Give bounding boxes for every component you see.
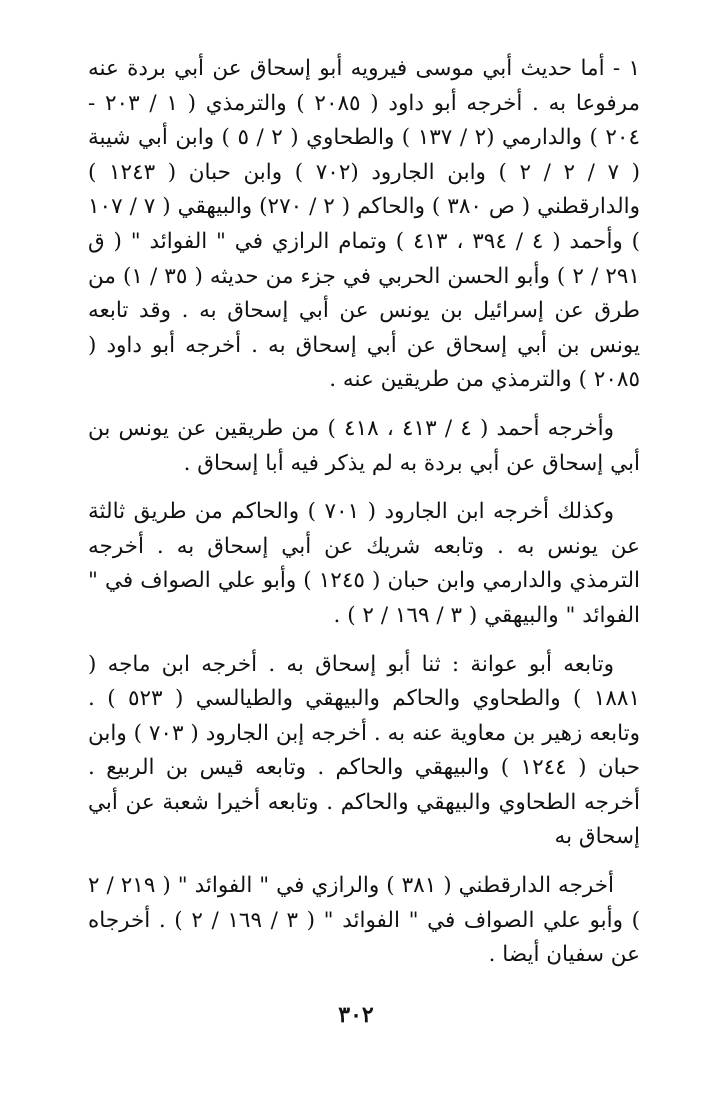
paragraph-5: أخرجه الدارقطني ( ٣٨١ ) والرازي في " الفوائد " ( ٢١٩ / ٢ ) وأبو علي الصواف في " الفوائد " ( ٣ / ١٦٩ / ٢ ) . أخرجاه عن سفيان أيضا .	[88, 873, 640, 968]
paragraph-3: وكذلك أخرجه ابن الجارود ( ٧٠١ ) والحاكم من طريق ثالثة عن يونس به . وتابعه شريك عن أبي إسحاق به . أخرجه الترمذي والدارمي وابن حبان ( ١٢٤٥ ) وأبو علي الصواف في " الفوائد " والبيهقي ( ٣ / ١٦٩ / ٢ ) .	[88, 499, 640, 628]
paragraph-4: وتابعه أبو عوانة : ثنا أبو إسحاق به . أخرجه ابن ماجه ( ١٨٨١ ) والطحاوي والحاكم والبيهقي والطيالسي ( ٥٢٣ ) . وتابعه زهير بن معاوية عنه به . أخرجه إبن الجارود ( ٧٠٣ ) وابن حبان ( ١٢٤٤ ) والبيهقي والحاكم . وتابعه قيس بن الربيع . أخرجه الطحاوي والبيهقي والحاكم . وتابعه أخيرا شعبة عن أبي إسحاق به	[88, 651, 640, 850]
paragraph-1: ١ - أما حديث أبي موسى فيرويه أبو إسحاق عن أبي بردة عنه مرفوعا به . أخرجه أبو داود ( ٢٠٨٥ ) والترمذي ( ١ / ٢٠٣ - ٢٠٤ ) والدارمي (٢ / ١٣٧ ) والطحاوي ( ٢ / ٥ ) وابن أبي شيبة ( ٧ / ٢ / ٢ ) وابن الجارود (٧٠٢ ) وابن حبان ( ١٢٤٣ ) والدارقطني ( ص ٣٨٠ ) والحاكم ( ٢ / ٢٧٠) والبيهقي ( ٧ / ١٠٧ ) وأحمد ( ٤ / ٣٩٤ ، ٤١٣ ) وتمام الرازي في " الفوائد " ( ق ٢٩١ / ٢ ) وأبو الحسن الحربي في جزء من حديثه ( ٣٥ / ١) من طرق عن إسرائيل بن يونس عن أبي إسحاق به . وقد تابعه يونس بن أبي إسحاق عن أبي إسحاق به . أخرجه أبو داود ( ٢٠٨٥ ) والترمذي من طريقين عنه .	[88, 56, 641, 393]
document-body	[88, 52, 640, 973]
paragraph-2: وأخرجه أحمد ( ٤ / ٤١٣ ، ٤١٨ ) من طريقين عن يونس بن أبي إسحاق عن أبي بردة به لم يذكر فيه أبا إسحاق .	[88, 415, 640, 476]
page-number: ٣٠٢	[338, 1002, 374, 1028]
